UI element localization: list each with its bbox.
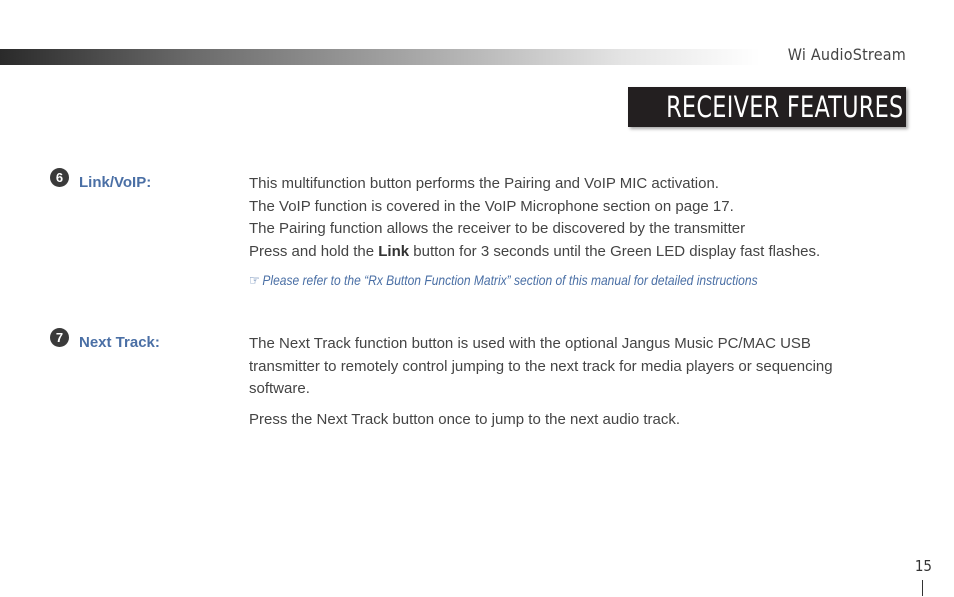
brand-name: Wi AudioStream [787,45,906,64]
page-number-rule [922,580,923,596]
note-text: Please refer to the “Rx Button Function Matrix” section of this manual for detailed instructions [262,272,758,288]
description-line: This multifunction button performs the Pairing and VoIP MIC activation. [249,175,719,192]
reference-note [249,269,758,292]
feature-description [249,173,869,293]
link-keyword: Link [378,242,410,260]
page-number: 15 [914,557,932,575]
description-line: The Pairing function allows the receiver to be discovered by the transmitter [249,220,746,237]
number-6-icon: 6 [50,168,69,187]
feature-description [249,333,869,431]
instruction-text: Press and hold the Link button for 3 seconds until the Green LED display fast flashes. [249,242,821,260]
section-title: RECEIVER FEATURES [665,90,904,124]
number-7-icon: 7 [50,328,69,347]
description-paragraph: Press the Next Track button once to jump to the next audio track. [249,410,681,428]
description-line: The VoIP function is covered in the VoIP Microphone section on page 17. [249,197,734,215]
pointing-hand-icon: ☞ [249,272,260,288]
section-title-box [628,87,906,127]
header-gradient-bar [0,49,760,65]
feature-label: Next Track: [79,334,160,351]
description-paragraph: The Next Track function button is used with the optional Jangus Music PC/MAC USB transmitter to remotely control jumping to the next track for media players or sequencing software. [249,335,833,397]
feature-label: Link/VoIP: [79,174,152,191]
